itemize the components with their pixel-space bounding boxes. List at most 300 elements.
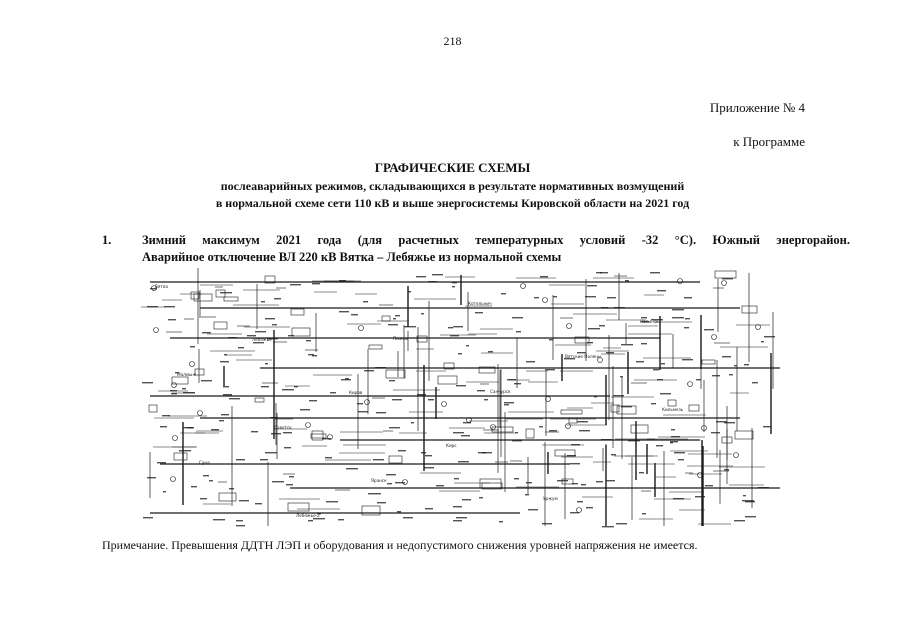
section-heading-line-2: Аварийное отключение ВЛ 220 кВ Вятка – Лебяжье из нормальной схемы xyxy=(142,250,562,264)
substation-box xyxy=(216,290,225,297)
value-mark xyxy=(479,497,483,498)
value-mark xyxy=(512,317,523,318)
value-mark xyxy=(661,363,665,364)
value-mark xyxy=(684,297,692,298)
value-mark xyxy=(168,319,176,320)
value-mark xyxy=(229,488,234,489)
value-mark xyxy=(325,457,332,458)
value-mark xyxy=(484,399,488,400)
value-mark xyxy=(389,427,400,428)
station-label: Санчурск xyxy=(490,389,511,394)
value-mark xyxy=(306,340,311,341)
transformer-symbol xyxy=(566,424,571,429)
station-label: Малмыж xyxy=(177,372,197,377)
transformer-symbol xyxy=(521,284,526,289)
value-mark xyxy=(607,297,616,298)
value-mark xyxy=(179,450,191,451)
value-mark xyxy=(272,324,277,325)
station-label: Уржум xyxy=(543,496,558,501)
substation-box xyxy=(382,316,390,321)
value-mark xyxy=(364,370,374,371)
station-label: Кирс xyxy=(446,443,457,448)
value-mark xyxy=(236,459,245,460)
value-mark xyxy=(570,463,580,464)
value-mark xyxy=(261,386,269,387)
value-mark xyxy=(458,461,469,462)
value-mark xyxy=(351,314,358,315)
value-mark xyxy=(722,356,731,357)
value-mark xyxy=(705,485,713,486)
substation-box xyxy=(214,322,227,329)
value-mark xyxy=(716,421,727,422)
value-mark xyxy=(461,435,470,436)
station-label: Вятские Поляны xyxy=(565,354,602,359)
value-mark xyxy=(219,420,224,421)
transformer-symbol xyxy=(712,335,717,340)
value-mark xyxy=(221,414,229,415)
value-mark xyxy=(326,501,338,502)
value-mark xyxy=(386,474,396,475)
value-mark xyxy=(734,520,745,521)
value-mark xyxy=(704,329,714,330)
value-mark xyxy=(358,411,368,412)
value-mark xyxy=(653,369,659,370)
value-mark xyxy=(395,482,405,483)
value-mark xyxy=(628,440,640,441)
value-mark xyxy=(553,296,557,297)
transformer-symbol xyxy=(306,423,311,428)
value-mark xyxy=(534,297,539,298)
value-mark xyxy=(641,343,647,344)
value-mark xyxy=(477,390,485,391)
station-label: Яранск xyxy=(371,478,387,483)
section-number: 1. xyxy=(102,233,112,247)
value-mark xyxy=(685,318,690,319)
transformer-symbol xyxy=(567,324,572,329)
value-mark xyxy=(403,517,413,518)
substation-box xyxy=(386,370,405,378)
value-mark xyxy=(253,342,264,343)
transformer-symbol xyxy=(678,279,683,284)
value-mark xyxy=(312,283,320,284)
value-mark xyxy=(274,298,281,299)
subtitle-line-2: в нормальной схеме сети 110 кВ и выше энергосистемы Кировской области на 2021 год xyxy=(215,196,690,210)
value-mark xyxy=(345,378,349,379)
substation-box xyxy=(174,453,187,460)
value-mark xyxy=(187,427,193,428)
value-mark xyxy=(272,481,284,482)
value-mark xyxy=(601,307,608,308)
value-mark xyxy=(453,520,462,521)
substation-box xyxy=(194,294,212,301)
value-mark xyxy=(373,459,384,460)
value-mark xyxy=(453,432,464,433)
substation-box xyxy=(631,425,648,433)
value-mark xyxy=(742,500,754,501)
value-mark xyxy=(636,361,644,362)
value-mark xyxy=(657,290,666,291)
value-mark xyxy=(346,468,358,469)
transformer-symbol xyxy=(442,402,447,407)
value-mark xyxy=(621,344,633,345)
value-mark xyxy=(416,276,426,277)
value-mark xyxy=(570,512,579,513)
substation-box xyxy=(219,493,236,501)
value-mark xyxy=(606,352,614,353)
station-label: Лебяжье-2 xyxy=(296,513,320,518)
value-mark xyxy=(183,392,195,393)
transformer-symbol xyxy=(543,298,548,303)
value-mark xyxy=(286,484,293,485)
value-mark xyxy=(596,272,602,273)
substation-box xyxy=(735,431,753,439)
value-mark xyxy=(539,426,543,427)
substation-box xyxy=(417,336,427,342)
value-mark xyxy=(671,436,680,437)
value-mark xyxy=(734,365,737,366)
value-mark xyxy=(507,379,516,380)
value-mark xyxy=(398,450,406,451)
value-mark xyxy=(453,326,463,327)
value-mark xyxy=(160,426,167,427)
value-mark xyxy=(309,400,317,401)
value-mark xyxy=(614,307,625,308)
value-mark xyxy=(288,335,294,336)
value-mark xyxy=(585,296,596,297)
value-mark xyxy=(200,498,207,499)
value-mark xyxy=(452,286,455,287)
value-mark xyxy=(271,433,281,434)
value-mark xyxy=(393,318,396,319)
value-mark xyxy=(674,452,685,453)
substation-box xyxy=(195,369,204,375)
value-mark xyxy=(621,406,632,407)
substation-box xyxy=(312,431,323,440)
station-label: Вятка xyxy=(155,284,168,289)
substation-box xyxy=(255,398,264,402)
substation-box xyxy=(149,405,157,412)
value-mark xyxy=(601,439,612,440)
value-mark xyxy=(458,353,462,354)
value-mark xyxy=(752,382,758,383)
value-mark xyxy=(671,429,675,430)
value-mark xyxy=(202,332,211,333)
value-mark xyxy=(229,398,240,399)
value-mark xyxy=(330,392,336,393)
value-mark xyxy=(651,403,656,404)
value-mark xyxy=(528,509,538,510)
value-mark xyxy=(499,521,503,522)
value-mark xyxy=(289,476,294,477)
value-mark xyxy=(363,301,368,302)
value-mark xyxy=(722,278,733,279)
substation-box xyxy=(715,271,736,278)
value-mark xyxy=(625,280,629,281)
value-mark xyxy=(682,359,693,360)
substation-box xyxy=(561,410,582,414)
value-mark xyxy=(587,342,593,343)
value-mark xyxy=(170,390,177,391)
station-label: Пижма xyxy=(393,336,409,341)
value-mark xyxy=(504,404,509,405)
value-mark xyxy=(672,317,684,318)
substation-box xyxy=(668,400,676,406)
subtitle-line-1: послеаварийных режимов, складывающихся в результате нормативных возмущений xyxy=(220,179,685,193)
substation-box xyxy=(369,345,382,349)
transformer-symbol xyxy=(359,326,364,331)
value-mark xyxy=(143,517,153,518)
value-mark xyxy=(642,513,646,514)
value-mark xyxy=(743,495,746,496)
substation-box xyxy=(389,456,402,463)
value-mark xyxy=(712,375,720,376)
station-label: Лебяжье xyxy=(252,337,272,342)
substation-box xyxy=(224,297,238,301)
value-mark xyxy=(255,331,266,332)
value-mark xyxy=(549,430,557,431)
substation-box xyxy=(311,434,326,438)
value-mark xyxy=(545,369,555,370)
network-schematic-diagram xyxy=(140,268,785,530)
value-mark xyxy=(308,520,313,521)
value-mark xyxy=(454,478,459,479)
value-mark xyxy=(408,291,411,292)
value-mark xyxy=(313,518,325,519)
station-label: Котельнич xyxy=(468,301,492,306)
substation-box xyxy=(291,309,304,315)
value-mark xyxy=(673,498,684,499)
value-mark xyxy=(540,276,548,277)
value-mark xyxy=(201,380,212,381)
value-mark xyxy=(142,382,153,383)
value-mark xyxy=(512,440,522,441)
value-mark xyxy=(678,459,684,460)
value-mark xyxy=(211,429,219,430)
value-mark xyxy=(488,351,493,352)
value-mark xyxy=(424,467,434,468)
transformer-symbol xyxy=(172,383,177,388)
substation-box xyxy=(526,429,534,438)
value-mark xyxy=(425,455,432,456)
substation-box xyxy=(742,306,757,313)
value-mark xyxy=(611,454,616,455)
value-mark xyxy=(549,339,553,340)
value-mark xyxy=(395,315,400,316)
value-mark xyxy=(526,361,535,362)
value-mark xyxy=(265,452,277,453)
value-mark xyxy=(228,337,237,338)
value-mark xyxy=(516,331,521,332)
value-mark xyxy=(596,481,603,482)
value-mark xyxy=(542,523,552,524)
transformer-symbol xyxy=(190,362,195,367)
value-mark xyxy=(525,494,529,495)
value-mark xyxy=(432,274,443,275)
transformer-symbol xyxy=(154,328,159,333)
value-mark xyxy=(339,311,349,312)
value-mark xyxy=(428,399,434,400)
station-label: Киров xyxy=(349,390,363,395)
value-mark xyxy=(514,383,521,384)
value-mark xyxy=(255,503,262,504)
value-mark xyxy=(265,318,275,319)
value-mark xyxy=(711,432,720,433)
value-mark xyxy=(209,480,213,481)
value-mark xyxy=(171,393,177,394)
value-mark xyxy=(567,455,576,456)
transformer-symbol xyxy=(722,281,727,286)
value-mark xyxy=(764,336,775,337)
value-mark xyxy=(238,347,244,348)
value-mark xyxy=(602,526,614,527)
page-number: 218 xyxy=(443,34,462,48)
value-mark xyxy=(203,475,209,476)
substation-box xyxy=(702,360,715,364)
value-mark xyxy=(515,432,518,433)
value-mark xyxy=(428,281,437,282)
value-mark xyxy=(448,327,453,328)
value-mark xyxy=(220,292,232,293)
value-mark xyxy=(557,480,568,481)
value-mark xyxy=(190,346,195,347)
value-mark xyxy=(220,361,229,362)
value-mark xyxy=(147,306,158,307)
transformer-symbol xyxy=(734,453,739,458)
value-mark xyxy=(696,379,701,380)
value-mark xyxy=(339,280,346,281)
value-mark xyxy=(475,312,483,313)
value-mark xyxy=(761,341,764,342)
value-mark xyxy=(388,324,398,325)
value-mark xyxy=(389,380,395,381)
station-label: Кильмезь xyxy=(662,407,684,412)
value-mark xyxy=(657,379,663,380)
value-mark xyxy=(650,272,660,273)
value-mark xyxy=(265,363,268,364)
value-mark xyxy=(581,484,586,485)
value-mark xyxy=(463,422,471,423)
substation-box xyxy=(292,328,310,336)
value-mark xyxy=(670,442,673,443)
value-mark xyxy=(213,519,225,520)
value-mark xyxy=(456,517,467,518)
value-mark xyxy=(526,482,532,483)
value-mark xyxy=(377,493,381,494)
substation-box xyxy=(689,405,699,411)
value-mark xyxy=(147,477,156,478)
value-mark xyxy=(251,431,258,432)
substation-box xyxy=(288,503,309,511)
substation-box xyxy=(480,479,501,488)
value-mark xyxy=(616,523,627,524)
value-mark xyxy=(260,459,268,460)
value-mark xyxy=(322,438,331,439)
value-mark xyxy=(660,393,671,394)
page-title: ГРАФИЧЕСКИЕ СХЕМЫ xyxy=(374,160,531,175)
appendix-label: Приложение № 4 xyxy=(709,100,805,115)
value-mark xyxy=(695,496,705,497)
value-mark xyxy=(164,306,175,307)
value-mark xyxy=(236,520,243,521)
value-mark xyxy=(368,493,377,494)
section-heading-line-1: Зимний максимум 2021 года (для расчетных температурных условий -32 °С). Южный энергорайон. xyxy=(142,233,850,247)
program-label: к Программе xyxy=(733,134,805,149)
value-mark xyxy=(453,506,462,507)
substation-box xyxy=(438,376,457,384)
value-mark xyxy=(514,478,519,479)
value-mark xyxy=(239,500,249,501)
value-mark xyxy=(586,507,593,508)
value-mark xyxy=(404,326,416,327)
value-mark xyxy=(376,412,386,413)
value-mark xyxy=(571,444,580,445)
value-mark xyxy=(290,284,301,285)
station-label: Суна xyxy=(199,460,210,465)
value-mark xyxy=(763,426,771,427)
value-mark xyxy=(758,487,769,488)
value-mark xyxy=(639,472,644,473)
value-mark xyxy=(397,511,401,512)
station-label: Советск xyxy=(274,425,292,430)
transformer-symbol xyxy=(688,382,693,387)
value-mark xyxy=(282,389,294,390)
value-mark xyxy=(572,483,578,484)
value-mark xyxy=(182,388,186,389)
value-mark xyxy=(452,282,457,283)
substation-box xyxy=(172,377,188,384)
station-label: Нолинск xyxy=(640,319,659,324)
value-mark xyxy=(312,355,317,356)
note-text: Примечание. Превышения ДДТН ЛЭП и оборудования и недопустимого снижения уровней напряжения не имеется. xyxy=(102,538,698,552)
value-mark xyxy=(606,480,615,481)
value-mark xyxy=(284,447,291,448)
value-mark xyxy=(191,486,197,487)
substation-box xyxy=(562,479,573,484)
value-mark xyxy=(223,386,229,387)
value-mark xyxy=(425,508,433,509)
value-mark xyxy=(421,452,426,453)
value-mark xyxy=(411,422,414,423)
value-mark xyxy=(162,415,170,416)
value-mark xyxy=(594,396,597,397)
transformer-symbol xyxy=(198,411,203,416)
value-mark xyxy=(223,394,232,395)
value-mark xyxy=(375,367,386,368)
value-mark xyxy=(729,374,733,375)
transformer-symbol xyxy=(365,400,370,405)
transformer-symbol xyxy=(577,508,582,513)
value-mark xyxy=(577,421,588,422)
value-mark xyxy=(724,469,729,470)
value-mark xyxy=(261,301,265,302)
value-mark xyxy=(294,386,298,387)
value-mark xyxy=(613,395,624,396)
value-mark xyxy=(504,402,514,403)
transformer-symbol xyxy=(171,477,176,482)
value-mark xyxy=(577,501,583,502)
value-mark xyxy=(744,364,749,365)
value-mark xyxy=(157,462,166,463)
value-mark xyxy=(656,445,663,446)
value-mark xyxy=(421,313,424,314)
value-mark xyxy=(224,354,227,355)
value-mark xyxy=(236,525,245,526)
value-mark xyxy=(163,491,166,492)
value-mark xyxy=(672,309,684,310)
value-mark xyxy=(599,325,605,326)
value-mark xyxy=(478,452,486,453)
value-mark xyxy=(436,485,444,486)
